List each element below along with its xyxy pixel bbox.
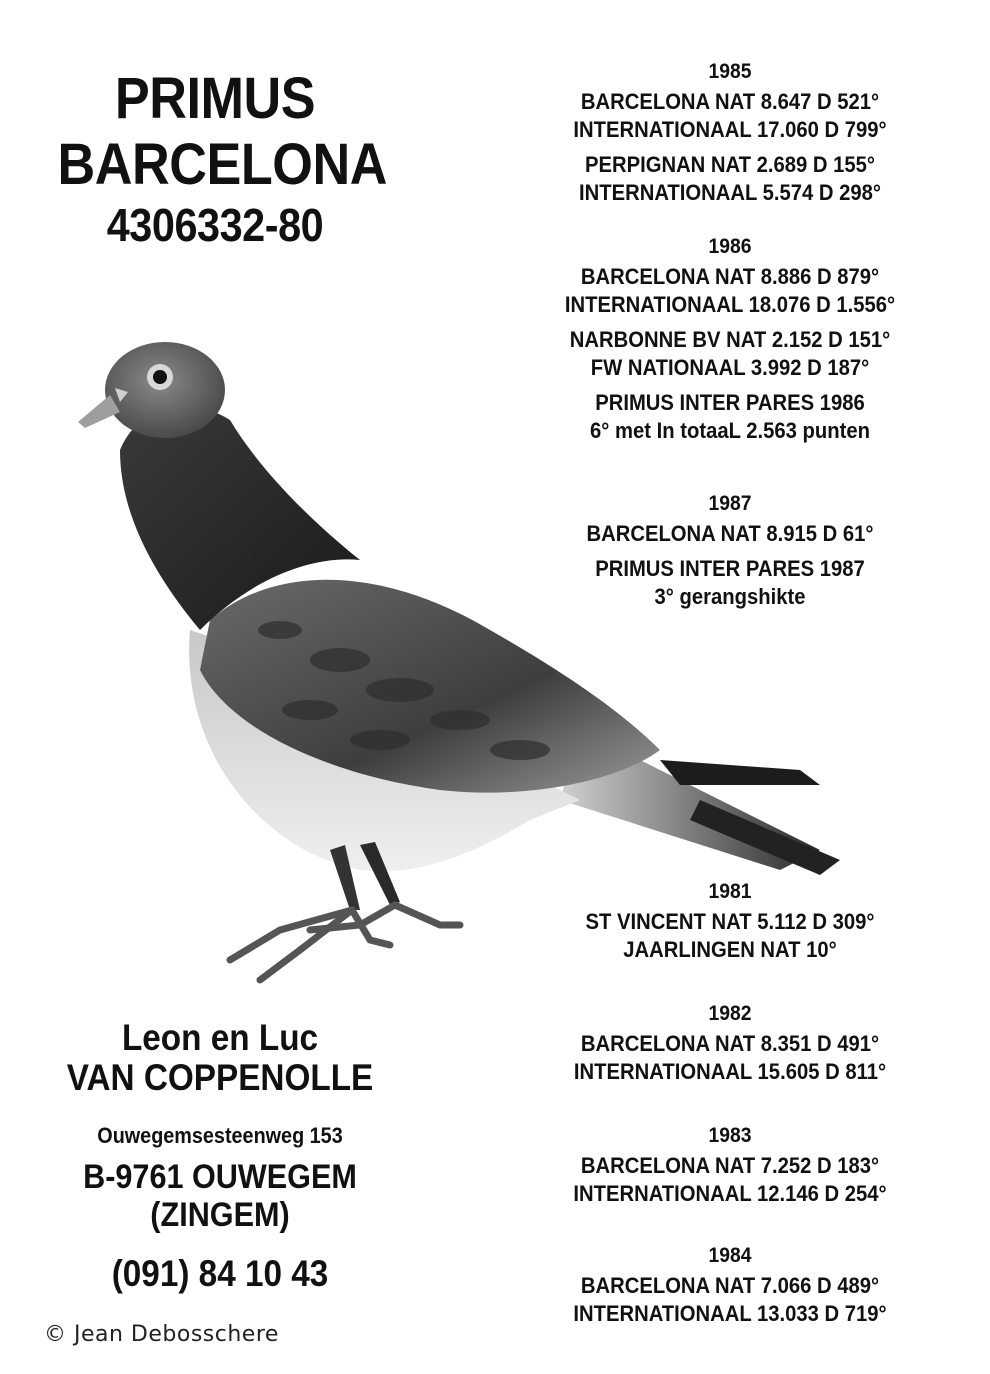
result-line: BARCELONA NAT 8.351 D 491° xyxy=(580,1031,880,1056)
result-line: ST VINCENT NAT 5.112 D 309° xyxy=(585,909,875,934)
result-line: NARBONNE BV NAT 2.152 D 151° xyxy=(569,327,891,352)
owner-surname: VAN COPPENOLLE xyxy=(66,1057,374,1098)
owner-city: B-9761 OUWEGEM xyxy=(83,1158,357,1196)
result-year: 1986 xyxy=(708,235,752,258)
owner-block xyxy=(40,1018,400,1294)
pigeon-name-line1: PRIMUS xyxy=(114,66,316,131)
result-year-block xyxy=(520,1124,940,1208)
result-line: INTERNATIONAAL 17.060 D 799° xyxy=(573,117,887,142)
result-year: 1982 xyxy=(708,1002,752,1025)
result-line: BARCELONA NAT 7.252 D 183° xyxy=(580,1153,880,1178)
result-line: BARCELONA NAT 7.066 D 489° xyxy=(580,1273,880,1298)
result-line: INTERNATIONAAL 12.146 D 254° xyxy=(573,1181,887,1206)
owner-first-names: Leon en Luc xyxy=(121,1017,319,1058)
result-line: 6° met In totaaL 2.563 punten xyxy=(590,418,870,443)
result-line: BARCELONA NAT 8.915 D 61° xyxy=(586,521,874,546)
pigeon-title-block xyxy=(40,66,390,251)
result-year-block xyxy=(520,1002,940,1086)
result-year: 1981 xyxy=(708,880,752,903)
result-line: INTERNATIONAAL 15.605 D 811° xyxy=(573,1059,887,1084)
result-year: 1984 xyxy=(708,1244,752,1267)
result-year: 1985 xyxy=(708,60,752,83)
pigeon-name-line2: BARCELONA xyxy=(57,132,387,197)
result-year-block xyxy=(520,1244,940,1328)
result-line: INTERNATIONAAL 18.076 D 1.556° xyxy=(564,292,896,317)
owner-street: Ouwegemsesteenweg 153 xyxy=(97,1123,343,1148)
result-year-block xyxy=(520,235,940,445)
owner-district: (ZINGEM) xyxy=(150,1196,290,1234)
ring-number: 4306332-80 xyxy=(106,199,324,251)
result-year-block xyxy=(520,492,940,611)
result-line: INTERNATIONAAL 13.033 D 719° xyxy=(573,1301,887,1326)
result-line: PRIMUS INTER PARES 1986 xyxy=(595,390,865,415)
result-year-block xyxy=(520,60,940,207)
result-line: PERPIGNAN NAT 2.689 D 155° xyxy=(584,152,876,177)
result-year-block xyxy=(520,880,940,964)
result-year: 1987 xyxy=(708,492,752,515)
owner-phone: (091) 84 10 43 xyxy=(111,1253,329,1294)
result-line: 3° gerangshikte xyxy=(654,584,806,609)
result-line: JAARLINGEN NAT 10° xyxy=(623,937,837,962)
result-line: INTERNATIONAAL 5.574 D 298° xyxy=(578,180,882,205)
result-line: PRIMUS INTER PARES 1987 xyxy=(595,556,865,581)
photo-credit: © Jean Debosschere xyxy=(44,1322,279,1347)
result-line: BARCELONA NAT 8.647 D 521° xyxy=(580,89,880,114)
result-line: FW NATIONAAL 3.992 D 187° xyxy=(590,355,870,380)
result-line: BARCELONA NAT 8.886 D 879° xyxy=(580,264,880,289)
result-year: 1983 xyxy=(708,1124,752,1147)
